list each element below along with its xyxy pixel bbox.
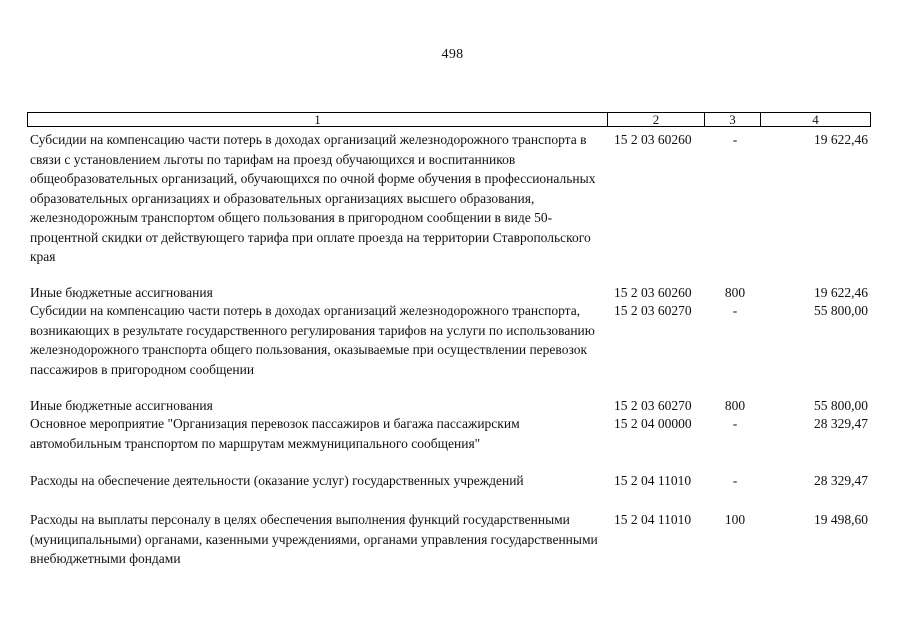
column-header-3: 3 [705, 113, 761, 127]
row-code: 15 2 03 60260 [614, 285, 692, 300]
row-expense-type: 800 [724, 398, 746, 413]
row-amount: 55 800,00 [814, 398, 868, 413]
row-amount: 55 800,00 [814, 303, 868, 318]
row-description: Расходы на обеспечение деятельности (оказание услуг) государственных учреждений [30, 473, 524, 488]
row-expense-type: 100 [724, 512, 746, 527]
row-amount: 19 622,46 [814, 132, 868, 147]
column-header-2: 2 [608, 113, 705, 127]
row-description: Субсидии на компенсацию части потерь в доходах организаций железнодорожного транспорта в связи с установлением льготы по тарифам на проезд обучающихся и воспитанников общеобразовательных организаций, обучающихся по очной форме обучения в профессиональных образовательных организациях и образовательных организациях высшего образования, железнодорожным транспортом общего пользования в пригородном сообщении в виде 50-процентной скидки от действующего тарифа при оплате проезда на территории Ставропольского края [30, 132, 596, 264]
row-expense-type: 800 [724, 285, 746, 300]
row-expense-type: - [732, 473, 738, 488]
column-header-1: 1 [28, 113, 608, 127]
row-amount: 19 498,60 [814, 512, 868, 527]
row-description: Иные бюджетные ассигнования [30, 285, 213, 300]
row-code: 15 2 04 00000 [614, 416, 692, 431]
page-number: 498 [441, 47, 464, 62]
row-amount: 28 329,47 [814, 473, 868, 488]
row-amount: 28 329,47 [814, 416, 868, 431]
row-code: 15 2 03 60270 [614, 303, 692, 318]
row-code: 15 2 03 60270 [614, 398, 692, 413]
row-description: Субсидии на компенсацию части потерь в доходах организаций железнодорожного транспорта, возникающих в результате государственного регулирования тарифов на услуги по использованию железнодорожного транспорта общего пользования, оказываемые при осуществлении перевозок пассажиров в пригородном сообщении [30, 303, 595, 377]
row-code: 15 2 04 11010 [614, 473, 692, 488]
row-expense-type: - [732, 132, 738, 147]
row-description: Расходы на выплаты персоналу в целях обеспечения выполнения функций государственными (муниципальными) органами, казенными учреждениями, органами управления государственными внебюджетными фондами [30, 512, 598, 566]
row-description: Иные бюджетные ассигнования [30, 398, 213, 413]
row-expense-type: - [732, 416, 738, 431]
row-expense-type: - [732, 303, 738, 318]
column-header-4: 4 [761, 113, 871, 127]
table-header [27, 112, 871, 127]
row-code: 15 2 04 11010 [614, 512, 692, 527]
row-amount: 19 622,46 [814, 285, 868, 300]
row-code: 15 2 03 60260 [614, 132, 692, 147]
row-description: Основное мероприятие "Организация перевозок пассажиров и багажа пассажирским автомобильным транспортом по маршрутам межмуниципального сообщения" [30, 416, 520, 451]
